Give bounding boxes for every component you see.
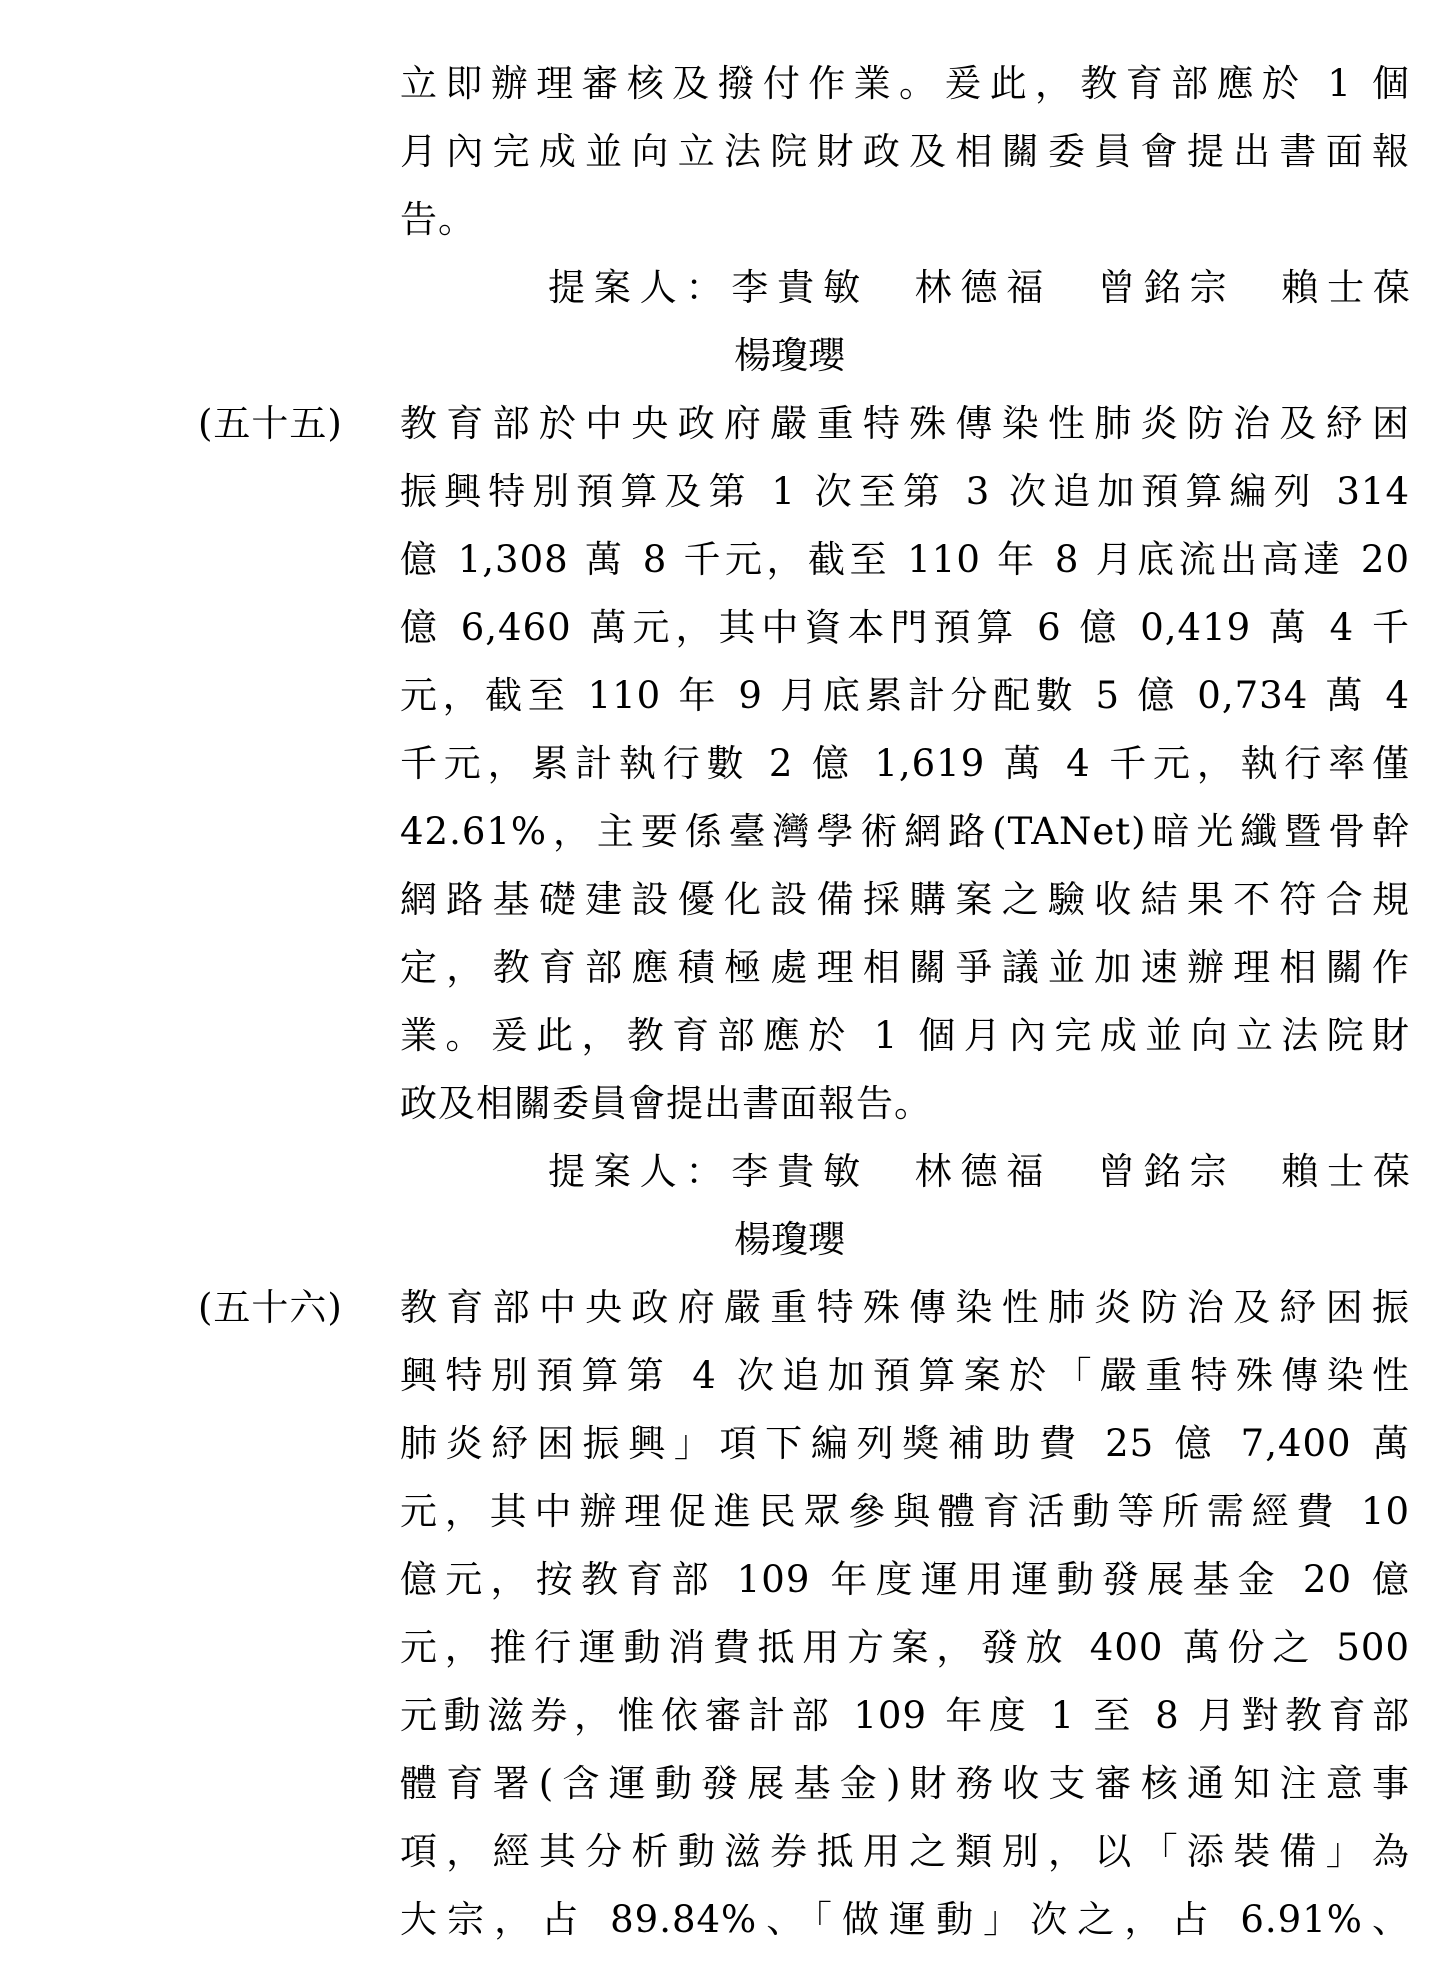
paragraph-line: 告。 (400, 198, 476, 241)
paragraph-line: 千元，累計執行數 2 億 1,619 萬 4 千元，執行率僅 (400, 742, 1410, 785)
paragraph-line: 億元，按教育部 109 年度運用運動發展基金 20 億 (400, 1558, 1410, 1601)
paragraph-line: 業。爰此，教育部應於 1 個月內完成並向立法院財 (400, 1014, 1410, 1057)
paragraph-line: 體育署(含運動發展基金)財務收支審核通知注意事 (400, 1762, 1410, 1805)
paragraph-line: 立即辦理審核及撥付作業。爰此，教育部應於 1 個 (400, 62, 1410, 105)
proposers-line: 提案人：李貴敏 林德福 曾銘宗 賴士葆 (548, 1150, 1410, 1193)
paragraph-line: 教育部於中央政府嚴重特殊傳染性肺炎防治及紓困 (400, 402, 1410, 445)
paragraph-line: 大宗，占 89.84%、「做運動」次之，占 6.91%、 (400, 1898, 1410, 1941)
paragraph-line: 元，推行運動消費抵用方案，發放 400 萬份之 500 (400, 1626, 1410, 1669)
proposers-line: 提案人：李貴敏 林德福 曾銘宗 賴士葆 (548, 266, 1410, 309)
paragraph-line: 振興特別預算及第 1 次至第 3 次追加預算編列 314 (400, 470, 1410, 513)
paragraph-line: 元，截至 110 年 9 月底累計分配數 5 億 0,734 萬 4 (400, 674, 1410, 717)
paragraph-line: 興特別預算第 4 次追加預算案於「嚴重特殊傳染性 (400, 1354, 1410, 1397)
paragraph-line: 億 6,460 萬元，其中資本門預算 6 億 0,419 萬 4 千 (400, 606, 1410, 649)
paragraph-line: 肺炎紓困振興」項下編列獎補助費 25 億 7,400 萬 (400, 1422, 1410, 1465)
paragraph-line: 月內完成並向立法院財政及相關委員會提出書面報 (400, 130, 1410, 173)
paragraph-line: 元動滋券，惟依審計部 109 年度 1 至 8 月對教育部 (400, 1694, 1410, 1737)
paragraph-line: 定，教育部應積極處理相關爭議並加速辦理相關作 (400, 946, 1410, 989)
paragraph-line: 項，經其分析動滋券抵用之類別，以「添裝備」為 (400, 1830, 1410, 1873)
item-number: (五十六) (198, 1286, 343, 1329)
item-number: (五十五) (198, 402, 343, 445)
paragraph-line: 42.61%，主要係臺灣學術網路(TANet)暗光纖暨骨幹 (400, 810, 1410, 853)
proposers-line-continued: 楊瓊瓔 (734, 1218, 845, 1261)
proposers-line-continued: 楊瓊瓔 (734, 334, 845, 377)
paragraph-line: 政及相關委員會提出書面報告。 (400, 1082, 932, 1125)
paragraph-line: 元，其中辦理促進民眾參與體育活動等所需經費 10 (400, 1490, 1410, 1533)
paragraph-line: 億 1,308 萬 8 千元，截至 110 年 8 月底流出高達 20 (400, 538, 1410, 581)
paragraph-line: 教育部中央政府嚴重特殊傳染性肺炎防治及紓困振 (400, 1286, 1410, 1329)
paragraph-line: 網路基礎建設優化設備採購案之驗收結果不符合規 (400, 878, 1410, 921)
